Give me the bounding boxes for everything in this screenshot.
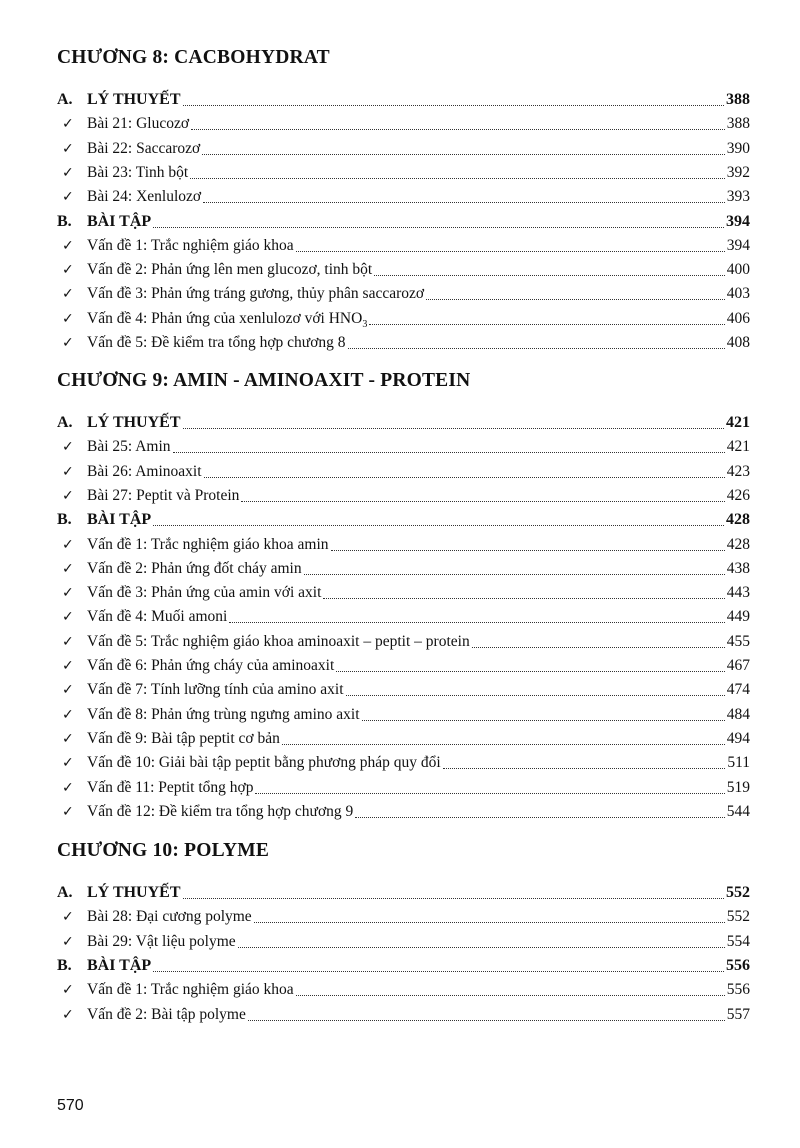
entry-label-wrap	[87, 508, 151, 532]
entry-label-subscript: 3	[362, 318, 368, 330]
dot-leader	[296, 995, 725, 996]
entry-page-number: 400	[726, 261, 750, 279]
entry-label: Vấn đề 10: Giải bài tập peptit bằng phương pháp quy đổi	[87, 754, 441, 772]
toc-entry-row	[57, 703, 750, 727]
checkmark-icon: ✓	[62, 609, 74, 626]
entry-label-wrap	[87, 881, 181, 905]
toc-entry-row	[57, 137, 750, 161]
dot-leader	[331, 550, 725, 551]
entry-label-wrap	[87, 460, 202, 484]
entry-page-number: 406	[726, 309, 750, 327]
checkmark-icon: ✓	[62, 286, 74, 303]
checkmark-icon: ✓	[62, 536, 74, 553]
entry-page-number: 484	[726, 705, 750, 723]
entry-label: Vấn đề 6: Phản ứng cháy của aminoaxit	[87, 657, 335, 674]
entry-page-number: 443	[726, 584, 750, 602]
dot-leader	[153, 525, 724, 526]
checkmark-icon: ✓	[62, 439, 74, 456]
entry-label: Vấn đề 4: Muối amoni	[87, 608, 228, 626]
entry-page-number: 455	[726, 632, 750, 650]
entry-page-number: 474	[726, 681, 750, 699]
entry-label-wrap	[87, 210, 151, 234]
page-number: 570	[57, 1097, 84, 1114]
entry-label: Bài 28: Đại cương polyme	[87, 908, 252, 926]
entry-page-number: 392	[726, 163, 750, 181]
toc-entry-row	[57, 112, 750, 136]
toc-entry-row	[57, 435, 750, 459]
toc-entry-row	[57, 185, 750, 209]
chapter-title: CHƯƠNG 10: POLYME	[57, 840, 270, 861]
toc-section-row	[57, 210, 750, 234]
entry-label-wrap	[87, 112, 189, 136]
entry-page-number: 467	[726, 657, 750, 674]
entry-label: Vấn đề 2: Phản ứng lên men glucozơ, tinh bột	[87, 261, 373, 279]
section-letter: A.	[57, 91, 73, 108]
toc-entry-row	[57, 605, 750, 629]
entry-label-wrap	[87, 411, 181, 435]
entry-label: Bài 23: Tinh bột	[87, 163, 189, 181]
checkmark-icon: ✓	[62, 560, 74, 577]
entry-label: BÀI TẬP	[87, 212, 152, 230]
checkmark-icon: ✓	[62, 658, 74, 674]
entry-page-number: 449	[726, 608, 750, 626]
entry-page-number: 428	[726, 511, 750, 529]
entry-label-wrap	[87, 605, 227, 629]
entry-label-wrap	[87, 703, 360, 727]
entry-label: LÝ THUYẾT	[87, 884, 181, 901]
entry-page-number: 388	[726, 115, 750, 133]
entry-label: Vấn đề 11: Peptit tổng hợp	[87, 778, 254, 796]
checkmark-icon: ✓	[62, 487, 74, 504]
dot-leader	[254, 922, 725, 923]
dot-leader	[153, 971, 724, 972]
toc-section-row	[57, 88, 750, 112]
toc-entry-row	[57, 905, 750, 929]
toc-entry-row	[57, 533, 750, 557]
checkmark-icon: ✓	[62, 730, 74, 747]
checkmark-icon: ✓	[62, 116, 74, 133]
toc-entry-row	[57, 258, 750, 282]
dot-leader	[190, 178, 725, 179]
dot-leader	[202, 154, 725, 155]
dot-leader	[336, 671, 724, 672]
entry-label-wrap	[87, 800, 353, 824]
toc-entry-row	[57, 331, 750, 355]
entry-label: Vấn đề 3: Phản ứng tráng gương, thủy phân saccarozơ	[87, 285, 425, 303]
checkmark-icon: ✓	[62, 463, 74, 480]
entry-page-number: 403	[726, 285, 750, 303]
toc-entry-row	[57, 776, 750, 800]
entry-page-number: 408	[726, 334, 750, 351]
entry-label: Vấn đề 12: Đề kiểm tra tổng hợp chương 9	[87, 802, 354, 820]
entry-label: Vấn đề 3: Phản ứng của amin với axit	[87, 584, 322, 602]
entry-page-number: 388	[726, 91, 750, 108]
toc-entry-row	[57, 307, 750, 331]
toc-entry-row	[57, 800, 750, 824]
entry-label: Bài 26: Aminoaxit	[87, 462, 202, 480]
section-letter: B.	[57, 212, 72, 230]
toc-entry-row	[57, 630, 750, 654]
entry-label: Vấn đề 1: Trắc nghiệm giáo khoa	[87, 981, 294, 999]
checkmark-icon: ✓	[62, 310, 74, 327]
section-letter: A.	[57, 414, 73, 431]
checkmark-icon: ✓	[62, 140, 74, 157]
entry-label-wrap	[87, 727, 280, 751]
entry-label: Bài 25: Amin	[87, 438, 171, 456]
entry-label: Bài 22: Saccarozơ	[87, 139, 201, 157]
dot-leader	[443, 768, 726, 769]
entry-label: Bài 24: Xenlulozơ	[87, 188, 202, 206]
entry-label-wrap	[87, 282, 424, 306]
toc-section-row	[57, 508, 750, 532]
entry-label: Bài 27: Peptit và Protein	[87, 486, 240, 504]
dot-leader	[323, 598, 724, 599]
entry-label-wrap	[87, 88, 181, 112]
entry-label: Vấn đề 7: Tính lưỡng tính của amino axit	[87, 681, 344, 699]
entry-label-wrap	[87, 185, 201, 209]
checkmark-icon: ✓	[62, 803, 74, 820]
entry-label: BÀI TẬP	[87, 956, 152, 974]
checkmark-icon: ✓	[62, 779, 74, 796]
dot-leader	[362, 720, 725, 721]
toc-entry-row	[57, 751, 750, 775]
entry-page-number: 390	[726, 139, 750, 157]
dot-leader	[296, 251, 725, 252]
toc-entry-row	[57, 282, 750, 306]
checkmark-icon: ✓	[62, 933, 74, 950]
entry-label: Vấn đề 2: Bài tập polyme	[87, 1005, 246, 1023]
toc-section-row	[57, 411, 750, 435]
toc-entry-row	[57, 161, 750, 185]
checkmark-icon: ✓	[62, 682, 74, 699]
entry-label: Vấn đề 2: Phản ứng đốt cháy amin	[87, 559, 302, 577]
checkmark-icon: ✓	[62, 237, 74, 254]
dot-leader	[369, 324, 724, 325]
dot-leader	[238, 947, 725, 948]
dot-leader	[374, 275, 725, 276]
entry-label-wrap	[87, 484, 239, 508]
entry-label-wrap	[87, 307, 367, 331]
entry-page-number: 394	[726, 236, 750, 254]
chapter-title: CHƯƠNG 8: CACBOHYDRAT	[57, 47, 330, 68]
checkmark-icon: ✓	[62, 189, 74, 206]
checkmark-icon: ✓	[62, 1006, 74, 1023]
entry-page-number: 554	[726, 932, 750, 950]
dot-leader	[203, 202, 725, 203]
dot-leader	[472, 647, 725, 648]
dot-leader	[183, 428, 724, 429]
entry-page-number: 393	[726, 188, 750, 206]
toc-section-row	[57, 881, 750, 905]
toc-entry-row	[57, 1003, 750, 1027]
dot-leader	[255, 793, 724, 794]
entry-label: Vấn đề 1: Trắc nghiệm giáo khoa	[87, 236, 294, 254]
toc-entry-row	[57, 460, 750, 484]
toc-entry-row	[57, 581, 750, 605]
entry-label-wrap	[87, 930, 236, 954]
dot-leader	[191, 129, 725, 130]
entry-page-number: 511	[727, 754, 750, 772]
toc-entry-row	[57, 727, 750, 751]
entry-label: Bài 21: Glucozơ	[87, 115, 190, 133]
checkmark-icon: ✓	[62, 982, 74, 999]
entry-label-wrap	[87, 137, 200, 161]
dot-leader	[355, 817, 724, 818]
checkmark-icon: ✓	[62, 585, 74, 602]
entry-page-number: 423	[726, 462, 750, 480]
dot-leader	[204, 477, 725, 478]
entry-label: BÀI TẬP	[87, 511, 152, 529]
entry-label-wrap	[87, 776, 253, 800]
entry-label: Vấn đề 5: Đề kiểm tra tổng hợp chương 8	[87, 334, 346, 351]
dot-leader	[153, 227, 724, 228]
entry-page-number: 552	[726, 908, 750, 926]
checkmark-icon: ✓	[62, 262, 74, 279]
section-letter: B.	[57, 511, 72, 529]
entry-label-wrap	[87, 905, 252, 929]
entry-page-number: 552	[726, 884, 750, 901]
section-letter: A.	[57, 884, 73, 901]
entry-label: Vấn đề 4: Phản ứng của xenlulozơ với HNO	[87, 309, 363, 327]
entry-label-wrap	[87, 435, 171, 459]
toc-entry-row	[57, 978, 750, 1002]
entry-label-wrap	[87, 161, 188, 185]
dot-leader	[183, 105, 724, 106]
dot-leader	[304, 574, 725, 575]
entry-label: Bài 29: Vật liệu polyme	[87, 932, 236, 950]
entry-page-number: 421	[726, 438, 750, 456]
chapter-title: CHƯƠNG 9: AMIN - AMINOAXIT - PROTEIN	[57, 370, 471, 391]
toc-entry-row	[57, 654, 750, 678]
entry-label-wrap	[87, 678, 344, 702]
dot-leader	[241, 501, 724, 502]
entry-label-wrap	[87, 1003, 246, 1027]
dot-leader	[248, 1020, 725, 1021]
entry-label-wrap	[87, 258, 372, 282]
checkmark-icon: ✓	[62, 909, 74, 926]
toc-entry-row	[57, 678, 750, 702]
dot-leader	[348, 348, 725, 349]
dot-leader	[229, 622, 724, 623]
entry-label-wrap	[87, 581, 321, 605]
entry-page-number: 556	[726, 956, 750, 974]
entry-page-number: 519	[726, 778, 750, 796]
entry-page-number: 428	[726, 535, 750, 553]
entry-label: LÝ THUYẾT	[87, 91, 181, 108]
entry-page-number: 426	[726, 486, 750, 504]
entry-page-number: 556	[726, 981, 750, 999]
dot-leader	[282, 744, 725, 745]
entry-page-number: 557	[726, 1005, 750, 1023]
section-letter: B.	[57, 956, 72, 974]
entry-label: Vấn đề 9: Bài tập peptit cơ bản	[87, 729, 280, 747]
entry-label-wrap	[87, 234, 294, 258]
toc-entry-row	[57, 484, 750, 508]
entry-label-wrap	[87, 978, 294, 1002]
checkmark-icon: ✓	[62, 335, 74, 351]
entry-page-number: 421	[726, 414, 750, 431]
dot-leader	[173, 452, 725, 453]
entry-page-number: 544	[726, 802, 750, 820]
checkmark-icon: ✓	[62, 755, 74, 772]
entry-label-wrap	[87, 557, 302, 581]
toc-section-row	[57, 954, 750, 978]
toc-entry-row	[57, 234, 750, 258]
toc-entry-row	[57, 930, 750, 954]
entry-page-number: 438	[726, 559, 750, 577]
dot-leader	[426, 299, 725, 300]
checkmark-icon: ✓	[62, 633, 74, 650]
entry-label: Vấn đề 1: Trắc nghiệm giáo khoa amin	[87, 535, 329, 553]
entry-label-wrap	[87, 533, 329, 557]
entry-label-wrap	[87, 630, 470, 654]
toc-entry-row	[57, 557, 750, 581]
entry-label-wrap	[87, 751, 441, 775]
entry-label: Vấn đề 8: Phản ứng trùng ngưng amino axit	[87, 705, 360, 723]
dot-leader	[346, 695, 725, 696]
checkmark-icon: ✓	[62, 706, 74, 723]
entry-label: Vấn đề 5: Trắc nghiệm giáo khoa aminoaxit – peptit – protein	[87, 632, 470, 650]
entry-label: LÝ THUYẾT	[87, 414, 181, 431]
dot-leader	[183, 898, 724, 899]
checkmark-icon: ✓	[62, 164, 74, 181]
entry-label-wrap	[87, 954, 151, 978]
entry-label-wrap	[87, 654, 334, 678]
entry-page-number: 494	[726, 729, 750, 747]
entry-label-wrap	[87, 331, 346, 355]
entry-page-number: 394	[726, 212, 750, 230]
